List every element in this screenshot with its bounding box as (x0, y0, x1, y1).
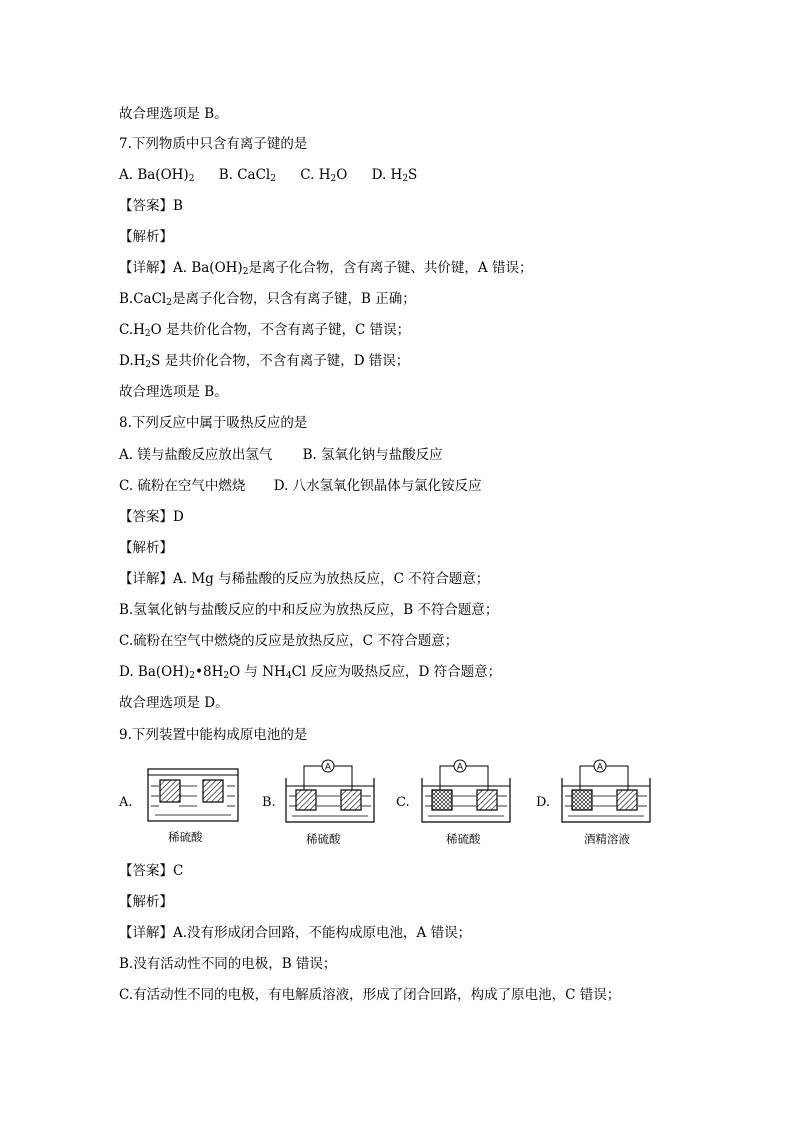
answer-7: 【答案】B (119, 198, 183, 214)
question-7: 7.下列物质中只含有离子键的是 (119, 136, 308, 152)
ammeter-symbol: A (456, 762, 464, 773)
option-b: B. CaCl$_2$ (218, 167, 276, 184)
question-8-options-ab (119, 445, 443, 465)
option-b: B. 氢氧化钠与盐酸反应 (302, 447, 443, 463)
option-a: A. $Ba(OH)_2$ (119, 167, 195, 184)
detail-7-c: $C.H_2O$ 是共价化合物，不含有离子键，C 错误； (119, 322, 411, 339)
option-d: D. $H_2S$ (371, 167, 418, 184)
answer-9: 【答案】C (119, 863, 184, 879)
option-d: D. 八水氢氧化钡晶体与氯化铵反应 (273, 478, 482, 494)
diagram-c-caption: 稀硫酸 (446, 832, 481, 846)
question-8: 8.下列反应中属于吸热反应的是 (119, 415, 308, 431)
text-line: 故合理选项是 B。 (119, 106, 228, 122)
galvanic-cell-diagram-c (420, 756, 512, 828)
detail-7-b: B.CaCl$_2$是离子化合物，只含有离子键，B 正确； (119, 291, 416, 308)
ammeter-symbol: A (596, 762, 604, 773)
analysis-9-heading: 【解析】 (119, 894, 173, 910)
answer-8: 【答案】D (119, 509, 184, 525)
option-c: C. $H_2O$ (300, 167, 348, 184)
diagram-a-label: A. (119, 795, 133, 810)
question-9: 9.下列装置中能构成原电池的是 (119, 727, 308, 743)
detail-8-c: C.硫粉在空气中燃烧的反应是放热反应，C 不符合题意； (119, 633, 459, 649)
detail-7-a: 【详解】A. $Ba(OH)_2$是离子化合物，含有离子键、共价键，A 错误； (119, 260, 533, 277)
ammeter-symbol: A (324, 762, 332, 773)
beaker-diagram-a (145, 766, 241, 826)
diagram-a-caption: 稀硫酸 (168, 830, 203, 844)
question-7-options (119, 165, 417, 185)
galvanic-cell-diagram-b (284, 756, 376, 828)
option-a: A. 镁与盐酸反应放出氢气 (119, 447, 273, 463)
detail-9-c: C.有活动性不同的电极，有电解质溶液，形成了闭合回路，构成了原电池，C 错误； (119, 987, 621, 1003)
diagram-d-caption: 酒精溶液 (584, 832, 630, 846)
text-line: 故合理选项是 D。 (119, 695, 229, 711)
diagram-d-label: D. (536, 795, 551, 810)
diagram-b-label: B. (262, 795, 276, 810)
diagram-c-label: C. (396, 795, 410, 810)
detail-9-a: 【详解】A.没有形成闭合回路，不能构成原电池，A 错误； (119, 925, 472, 941)
diagram-b-caption: 稀硫酸 (306, 832, 341, 846)
galvanic-cell-diagram-d (560, 756, 652, 828)
detail-9-b: B.没有活动性不同的电极，B 错误； (119, 956, 337, 972)
analysis-8-heading: 【解析】 (119, 540, 173, 556)
question-8-options-cd (119, 476, 482, 496)
text-line: 故合理选项是 B。 (119, 384, 228, 400)
analysis-7-heading: 【解析】 (119, 229, 173, 245)
detail-8-a: 【详解】A. Mg 与稀盐酸的反应为放热反应，C 不符合题意； (119, 571, 490, 587)
option-c: C. 硫粉在空气中燃烧 (119, 478, 246, 494)
detail-7-d: $D.H_2S$ 是共价化合物，不含有离子键，D 错误； (119, 353, 410, 370)
detail-8-d: D. $Ba(OH)_2•8H_2O$ 与 $NH_4Cl$ 反应为吸热反应，D 符合题意； (119, 664, 502, 681)
detail-8-b: B.氢氧化钠与盐酸反应的中和反应为放热反应，B 不符合题意； (119, 602, 499, 618)
